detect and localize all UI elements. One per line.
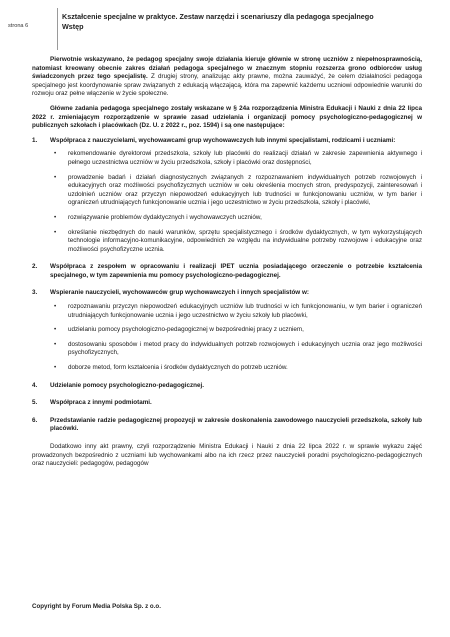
- document-body: [32, 56, 422, 469]
- tasks-list: [32, 137, 422, 434]
- closing-paragraph: Dodatkowo inny akt prawny, czyli rozporządzenie Ministra Edukacji i Nauki z dnia 22 lipca 2022 r. w sprawie wykazu zajęć prowadzonych bezpośrednio z uczniami lub wychowankami albo na ich rzecz przez nauczycieli poradni psychologiczno-pedagogicznych oraz nauczycieli: pedagogów, pedagogów: [32, 443, 422, 468]
- task-subitem-text: rozwiązywanie problemów dydaktycznych i wychowawczych uczniów,: [68, 213, 262, 221]
- task-heading: Udzielanie pomocy psychologiczno-pedagogicznej.: [50, 381, 204, 389]
- task-item: [32, 137, 422, 255]
- task-subitem: [50, 229, 422, 255]
- task-number: 4.: [32, 381, 38, 389]
- task-heading: Współpraca z innymi podmiotami.: [50, 399, 152, 407]
- task-number: 5.: [32, 399, 38, 407]
- task-subitem-text: prowadzenie badań i działań diagnostycznych związanych z rozpoznawaniem indywidualnych potrzeb rozwojowych i edukacyjnych oraz możliwości psychofizycznych uczniów w celu określenia mocnych stron, predyspozycji, zainteresowań i uzdolnień uczniów oraz przyczyn niepowodzeń edukacyjnych lub trudności w funkcjonowaniu uczniów, w tym barier i ograniczeń utrudniających funkcjonowanie ucznia i jego uczestnictwo w życiu przedszkola, szkoły i placówki,: [68, 173, 422, 207]
- task-number: 2.: [32, 263, 38, 271]
- task-heading: Współpraca z nauczycielami, wychowawcami grup wychowawczych lub innymi specjalistami, rodzicami i uczniami:: [50, 136, 396, 144]
- task-subitems: [50, 150, 422, 254]
- task-item: [32, 289, 422, 372]
- task-item: [32, 263, 422, 280]
- header-divider: [57, 8, 58, 50]
- task-subitem: [50, 174, 422, 208]
- page-number: strona 6: [8, 23, 29, 29]
- task-subitem-text: doborze metod, form kształcenia i środków dydaktycznych do potrzeb uczniów.: [68, 364, 288, 372]
- task-item: [32, 417, 422, 434]
- bullet-icon: •: [54, 228, 57, 236]
- task-subitem-text: określanie niezbędnych do nauki warunków, sprzętu specjalistycznego i środków dydaktycznych, w tym wykorzystujących technologie informacyjno-komunikacyjne, odpowiednich ze względu na indywidualne potrzeby rozwojowe i edukacyjne oraz możliwości psychofizyczne ucznia.: [68, 228, 422, 253]
- task-subitem-text: udzielaniu pomocy psychologiczno-pedagogicznej w bezpośredniej pracy z uczniem,: [68, 326, 304, 334]
- task-heading: Wspieranie nauczycieli, wychowawców grup wychowawczych i innych specjalistów w:: [50, 289, 309, 297]
- task-subitem: [50, 341, 422, 358]
- task-item: [32, 382, 422, 391]
- task-subitem: [50, 326, 422, 335]
- task-heading: Przedstawianie radzie pedagogicznej propozycji w zakresie doskonalenia zawodowego nauczycieli przedszkola, szkoły lub placówki.: [50, 416, 422, 433]
- task-subitem-text: rekomendowanie dyrektorowi przedszkola, szkoły lub placówki do realizacji działań w zakresie zapewnienia aktywnego i pełnego uczestnictwa uczniów w życiu przedszkola, szkoły i placówki oraz dostępności,: [68, 150, 422, 166]
- bullet-icon: •: [54, 340, 57, 348]
- bullet-icon: •: [54, 326, 57, 334]
- intro-bold-text: Pierwotnie wskazywano, że pedagog specjalny swoje działania kieruje głównie w stronę uczniów z niepełnosprawnością, natomiast kreowany obecnie zakres działań pedagoga specjalnego w znacznym stopniu rozszerza grono odbiorców usług świadczonych przez tego specjalistę.: [32, 56, 422, 81]
- page-header: [0, 0, 450, 48]
- task-subitems: [50, 303, 422, 373]
- task-number: 3.: [32, 289, 38, 297]
- task-item: [32, 399, 422, 408]
- task-subitem: [50, 150, 422, 167]
- bullet-icon: •: [54, 213, 57, 221]
- bullet-icon: •: [54, 150, 57, 158]
- task-number: 1.: [32, 136, 38, 144]
- publication-title: Kształcenie specjalne w praktyce. Zestaw narzędzi i scenariuszy dla pedagoga specjalnego: [62, 12, 374, 21]
- task-subitem: [50, 364, 422, 373]
- bullet-icon: •: [54, 303, 57, 311]
- intro-text: Z drugiej strony, analizując akty prawne, można zauważyć, że celem działalności pedagoga specjalnego jest koordynowanie spraw związanych z edukacją włączającą, która ma zapewnić każdemu uczniowi odpowiednie warunki do rozwoju oraz pełne włączenie w życie społeczne.: [32, 73, 422, 98]
- task-subitem-text: dostosowaniu sposobów i metod pracy do indywidualnych potrzeb rozwojowych i edukacyjnych ucznia oraz jego możliwości psychofizycznych,: [68, 340, 422, 357]
- task-subitem-text: rozpoznawaniu przyczyn niepowodzeń edukacyjnych uczniów lub trudności w ich funkcjonowaniu, w tym barier i ograniczeń utrudniających funkcjonowanie ucznia i jego uczestnictwo w życiu szkoły lub placówki,: [68, 303, 422, 319]
- section-title: Wstęp: [62, 22, 84, 31]
- bullet-icon: •: [54, 364, 57, 372]
- task-subitem: [50, 303, 422, 320]
- task-number: 6.: [32, 416, 38, 424]
- tasks-intro-paragraph: Główne zadania pedagoga specjalnego zostały wskazane w § 24a rozporządzenia Ministra Edukacji i Nauki z dnia 22 lipca 2022 r. zmieniającym rozporządzenie w sprawie zasad udzielania i organizacji pomocy psychologiczno-pedagogicznej w publicznych szkołach i placówkach (Dz. U. z 2022 r., poz. 1594) i są one następujące:: [32, 104, 422, 130]
- task-heading: Współpraca z zespołem w opracowaniu i realizacji IPET ucznia posiadającego orzeczenie o potrzebie kształcenia specjalnego, w tym zapewnienia mu pomocy psychologiczno-pedagogicznej.: [50, 263, 422, 279]
- bullet-icon: •: [54, 173, 57, 181]
- copyright-footer: Copyright by Forum Media Polska Sp. z o.o.: [32, 603, 161, 610]
- task-subitem: [50, 214, 422, 223]
- intro-paragraph: [32, 56, 422, 99]
